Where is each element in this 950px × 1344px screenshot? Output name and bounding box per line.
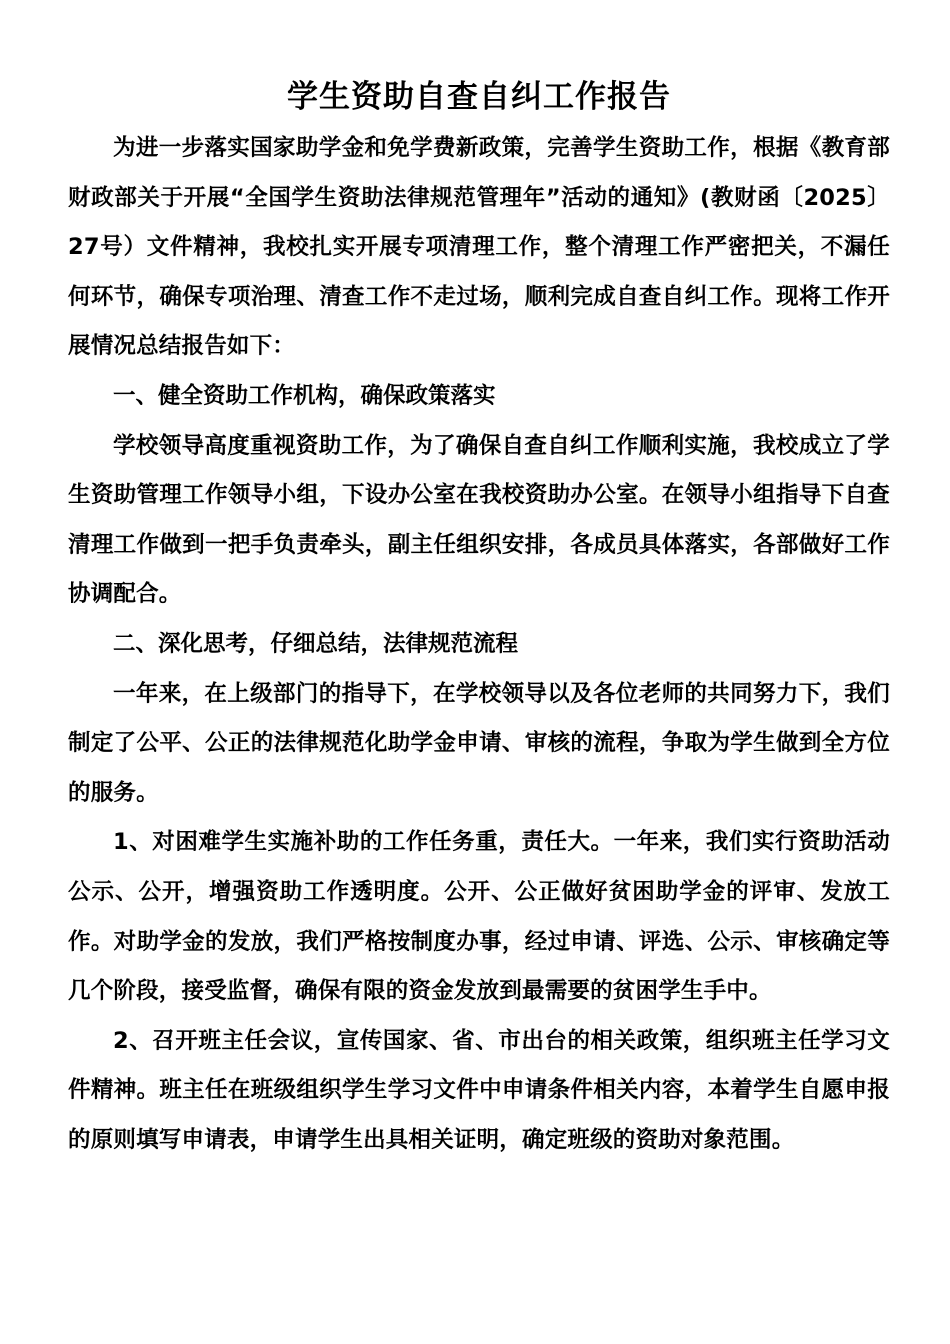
document-page	[68, 72, 890, 1165]
section-heading-1: 一、健全资助工作机构，确保政策落实	[113, 382, 496, 409]
item-1-paragraph: 1、对困难学生实施补助的工作任务重，责任大。一年来，我们实行资助活动公示、公开，增强资助工作透明度。公开、公正做好贫困助学金的评审、发放工作。对助学金的发放，我们严格按制度办事，经过申请、评选、公示、审核确定等几个阶段，接受监督，确保有限的资金发放到最需要的贫困学生手中。	[68, 829, 890, 1005]
document-title: 学生资助自查自纠工作报告	[287, 79, 671, 115]
item-2-paragraph: 2、召开班主任会议，宣传国家、省、市出台的相关政策，组织班主任学习文件精神。班主任在班级组织学生学习文件中申请条件相关内容，本着学生自愿申报的原则填写申请表，申请学生出具相关证明，确定班级的资助对象范围。	[68, 1027, 890, 1153]
intro-paragraph: 为进一步落实国家助学金和免学费新政策，完善学生资助工作，根据《教育部财政部关于开展“全国学生资助法律规范管理年”活动的通知》(教财函〔2025〕27号）文件精神，我校扎实开展专项清理工作，整个清理工作严密把关，不漏任何环节，确保专项治理、清查工作不走过场，顺利完成自查自纠工作。现将工作开展情况总结报告如下：	[68, 135, 890, 360]
section-2-paragraph: 一年来，在上级部门的指导下，在学校领导以及各位老师的共同努力下，我们制定了公平、公正的法律规范化助学金申请、审核的流程，争取为学生做到全方位的服务。	[68, 680, 890, 806]
section-1-paragraph: 学校领导高度重视资助工作，为了确保自查自纠工作顺利实施，我校成立了学生资助管理工作领导小组，下设办公室在我校资助办公室。在领导小组指导下自查清理工作做到一把手负责牵头，副主任组织安排，各成员具体落实，各部做好工作协调配合。	[68, 432, 890, 608]
section-heading-2: 二、深化思考，仔细总结，法律规范流程	[113, 630, 519, 657]
